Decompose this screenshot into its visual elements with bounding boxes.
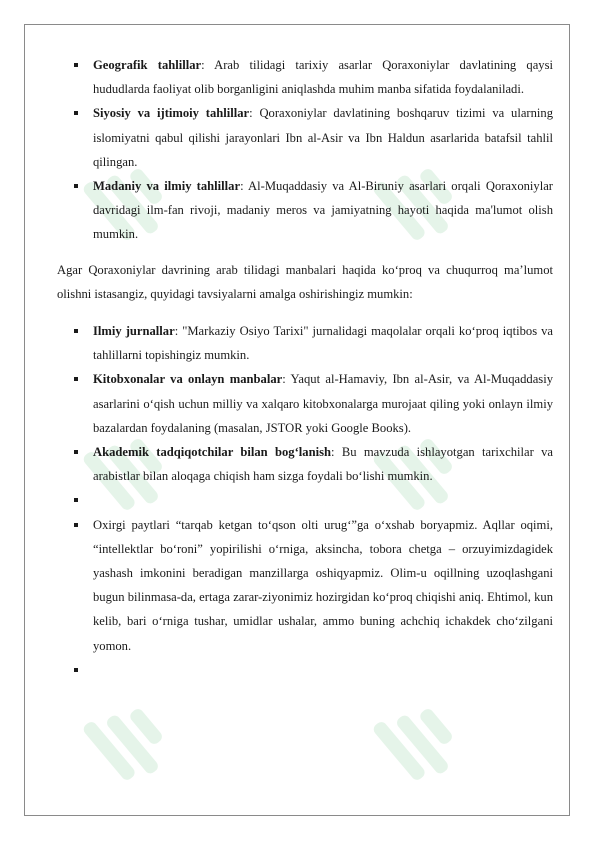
- empty-list-item: [57, 658, 553, 682]
- list-item-text: : Qoraxoniylar davlatining boshqaruv tizimi va ularning islomiyatni qabul qilishi jarayonlari Ibn al-Asir va Ibn Haldun asarlarida batafsil tahlil qilingan.: [93, 106, 553, 169]
- list-item-term: Siyosiy va ijtimoiy tahlillar: [93, 106, 250, 121]
- list-item-term: Kitobxonalar va onlayn manbalar: [93, 372, 283, 387]
- list-item-text: : Yaqut al-Hamaviy, Ibn al-Asir, va Al-Muqaddasiy asarlarini o‘qish uchun milliy va xalqaro kitobxonalarga murojaat qiling yoki onlayn ilmiy bazalardan foydalaning (masalan, JSTOR yoki Google Books).: [93, 372, 553, 435]
- list-item-text: : Arab tilidagi tarixiy asarlar Qoraxoniylar davlatining qaysi hududlarda faoliyat olib borganligini aniqlashda muhim manba sifatida foydalaniladi.: [93, 58, 553, 97]
- list-item: [57, 319, 553, 367]
- list-item: [57, 367, 553, 440]
- list-item: [57, 513, 553, 658]
- list-item-term: Madaniy va ilmiy tahlillar: [93, 179, 241, 194]
- empty-list-item: [57, 488, 553, 512]
- bullet-list-analyses: [57, 53, 553, 247]
- list-item-text: : "Markaziy Osiyo Tarixi" jurnalidagi maqolalar orqali ko‘proq iqtibos va tahlillarni topishingiz mumkin.: [93, 324, 553, 363]
- list-item-term: Geografik tahlillar: [93, 58, 202, 72]
- list-item: [57, 53, 553, 101]
- list-item: [57, 174, 553, 247]
- list-item-text: : Bu mavzuda ishlayotgan tarixchilar va arabistlar bilan aloqaga chiqish ham sizga foydali bo‘lishi mumkin.: [93, 445, 553, 484]
- list-item-text: : Al-Muqaddasiy va Al-Biruniy asarlari orqali Qoraxoniylar davridagi ilm-fan rivoji, madaniy meros va jamiyatning hayoti haqida ma'lumot olish mumkin.: [93, 179, 553, 242]
- list-item: [57, 101, 553, 174]
- list-item-term: Akademik tadqiqotchilar bilan bog‘lanish: [93, 445, 332, 460]
- list-item: [57, 440, 553, 488]
- document-body: [57, 53, 553, 682]
- list-item-text: Oxirgi paytlari “tarqab ketgan to‘qson olti urug‘”ga o‘xshab boryapmiz. Aqllar oqimi, “intellektlar bo‘roni” yopirilishi o‘rniga, aksincha, tobora chetga – orzuyimizdagidek yashash imkonini beradigan manzillarga oshiqyapmiz. Olim-u oqillning uzoqlashgani bugun bilinmasa-da, ertaga zarar-ziyonimiz hozirgidan ko‘proq chiqishi aniq. Ehtimol, kun kelib, bari o‘rniga tushar, umidlar ushalar, ammo buning achchiq ichakdek cho‘zilgani yomon.: [93, 517, 553, 653]
- list-item-term: Ilmiy jurnallar: [93, 324, 175, 339]
- intro-paragraph: Agar Qoraxoniylar davrining arab tilidagi manbalari haqida ko‘proq va chuqurroq ma’lumot olishni istasangiz, quyidagi tavsiyalarni amalga oshirishingiz mumkin:: [57, 262, 553, 301]
- bullet-list-recommendations: [57, 319, 553, 682]
